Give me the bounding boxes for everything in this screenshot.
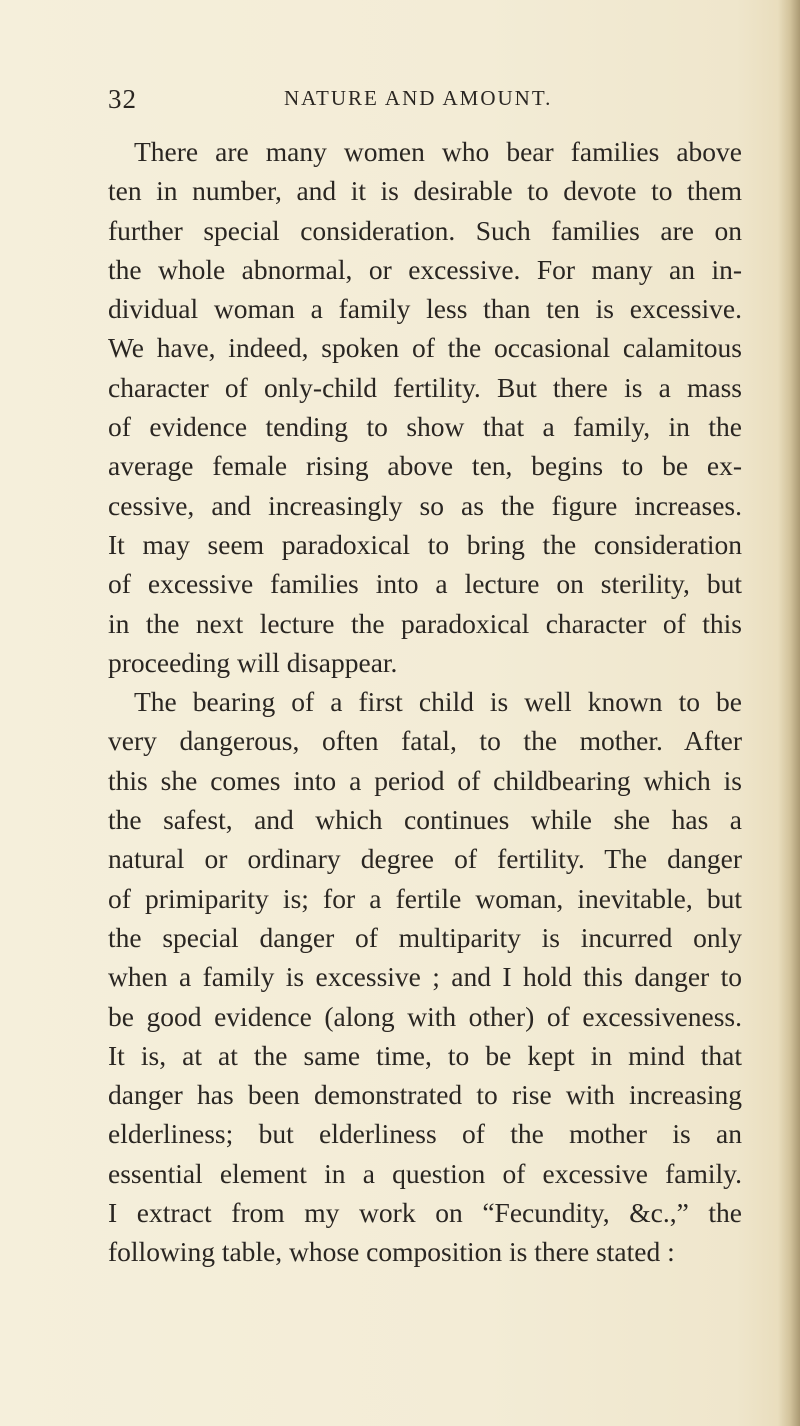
text-line: the safest, and which continues while she has a: [108, 804, 742, 836]
text-line: average female rising above ten, begins to be ex-: [108, 450, 742, 482]
text-line: dividual woman a family less than ten is excessive.: [108, 293, 742, 325]
text-line: There are many women who bear families above: [134, 136, 742, 167]
text-line: following table, whose composition is there stated :: [108, 1236, 675, 1268]
text-line: character of only-child fertility. But there is a mass: [108, 371, 742, 403]
text-line: elderliness; but elderliness of the mother is an: [108, 1118, 742, 1150]
text-line: be good evidence (along with other) of excessiveness.: [108, 1000, 742, 1032]
page-edge-shadow: [778, 0, 800, 1426]
text-line: natural or ordinary degree of fertility. The danger: [108, 843, 742, 875]
text-line: The bearing of a first child is well known to be: [134, 686, 742, 718]
text-line: very dangerous, often fatal, to the mother. After: [108, 725, 742, 757]
text-line: essential element in a question of excessive family.: [108, 1157, 742, 1189]
text-line: further special consideration. Such families are on: [108, 214, 742, 246]
text-line: of evidence tending to show that a family, in the: [108, 411, 742, 443]
text-line: It may seem paradoxical to bring the consideration: [108, 528, 742, 560]
text-line: ten in number, and it is desirable to devote to them: [108, 175, 742, 207]
text-line: I extract from my work on “Fecundity, &c.,” the: [108, 1197, 742, 1229]
text-line: danger has been demonstrated to rise with increasing: [108, 1079, 742, 1111]
text-line: the whole abnormal, or excessive. For many an in-: [108, 253, 742, 285]
text-line: when a family is excessive ; and I hold this danger to: [108, 961, 742, 993]
running-head-title: NATURE AND AMOUNT.: [284, 86, 553, 110]
text-line: in the next lecture the paradoxical character of this: [108, 607, 742, 639]
page-number: 32: [108, 84, 137, 114]
text-line: of excessive families into a lecture on sterility, but: [108, 568, 742, 600]
text-line: this she comes into a period of childbearing which is: [108, 764, 742, 796]
text-line: It is, at at the same time, to be kept in mind that: [108, 1039, 742, 1071]
text-line: proceeding will disappear.: [108, 646, 398, 678]
text-line: of primiparity is; for a fertile woman, inevitable, but: [108, 882, 742, 914]
text-line: We have, indeed, spoken of the occasional calamitous: [108, 332, 742, 364]
running-head: [108, 84, 758, 116]
body-text: [108, 132, 742, 1272]
text-line: the special danger of multiparity is incurred only: [108, 921, 742, 953]
text-line: cessive, and increasingly so as the figure increases.: [108, 489, 742, 521]
